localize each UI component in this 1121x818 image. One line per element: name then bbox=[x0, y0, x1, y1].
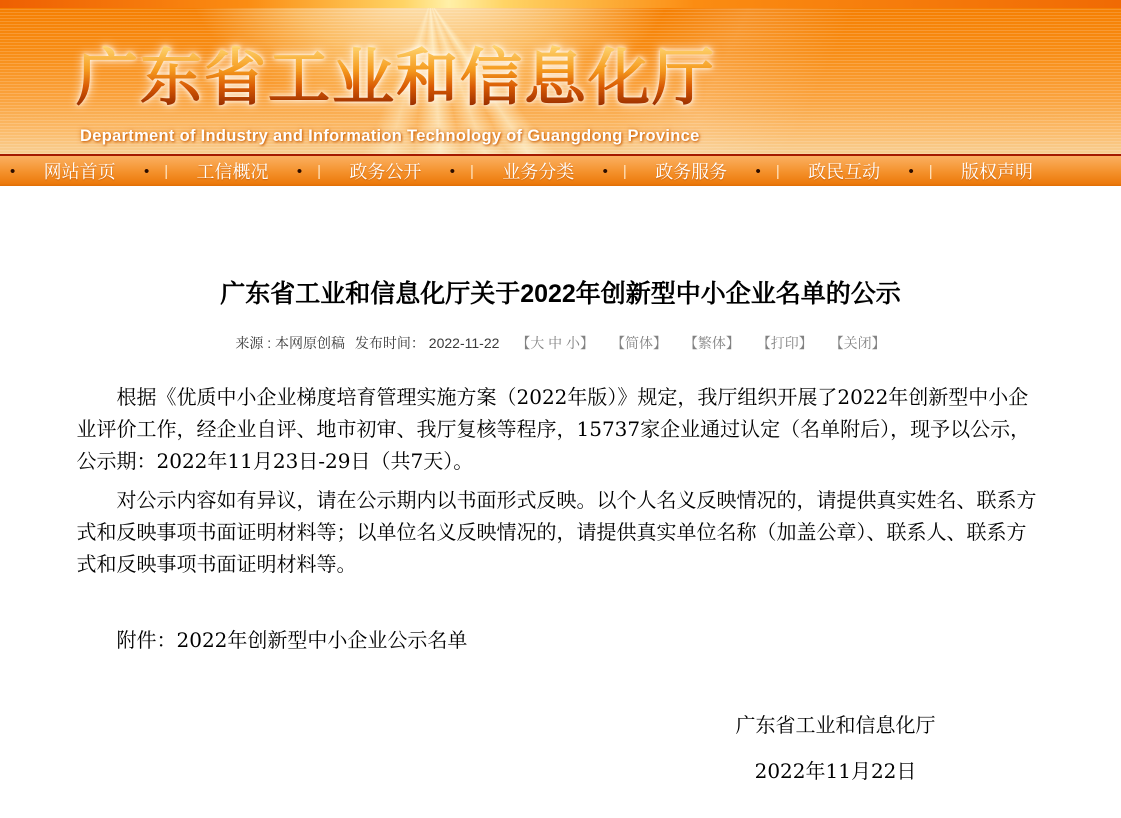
nav-bullet-icon: • bbox=[602, 162, 608, 180]
nav-separator bbox=[908, 163, 932, 180]
nav-divider-icon: | bbox=[470, 162, 474, 180]
header-top-strip bbox=[0, 0, 1121, 8]
article-publish-time: 发布时间： 2022-11-22 bbox=[354, 335, 500, 351]
signature-block bbox=[736, 709, 936, 787]
font-size-switch[interactable]: 【大 中 小】 bbox=[516, 335, 595, 351]
site-logo-title bbox=[76, 44, 717, 113]
attachment-label: 附件： bbox=[116, 628, 177, 652]
article-paragraph: 根据《优质中小企业梯度培育管理实施方案（2022年版）》规定，我厅组织开展了2022年创新型中小企业评价工作，经企业自评、地市初审、我厅复核等程序，15737家企业通过认定（名单附后），现予以公示，公示期：2022年11月23日-29日（共7天）。 bbox=[76, 385, 1031, 473]
nav-item-services[interactable]: 政务服务 bbox=[655, 162, 728, 182]
signature-department: 广东省工业和信息化厅 bbox=[735, 713, 936, 737]
nav-item-home[interactable]: 网站首页 bbox=[43, 162, 116, 182]
nav-lead-bullet-icon: • bbox=[10, 162, 16, 180]
article-content bbox=[0, 186, 1121, 787]
nav-item-copyright[interactable]: 版权声明 bbox=[960, 162, 1033, 182]
nav-divider-icon: | bbox=[928, 162, 933, 180]
nav-bullet-icon: • bbox=[449, 162, 456, 180]
site-header bbox=[0, 0, 1121, 186]
nav-divider-icon: | bbox=[317, 162, 322, 180]
attachment-link[interactable]: 2022年创新型中小企业公示名单 bbox=[176, 628, 468, 652]
nav-bullet-icon: • bbox=[296, 162, 303, 180]
nav-separator bbox=[756, 163, 780, 180]
nav-bullet-icon: • bbox=[143, 162, 150, 180]
article-body bbox=[77, 381, 1045, 787]
site-logo-subtitle: Department of Industry and Information Technology of Guangdong Province bbox=[80, 127, 700, 145]
nav-divider-icon: | bbox=[622, 162, 627, 180]
signature-date: 2022年11月22日 bbox=[754, 759, 917, 783]
nav-divider-icon: | bbox=[775, 162, 780, 180]
print-button[interactable]: 【打印】 bbox=[756, 335, 813, 351]
nav-item-gov-affairs[interactable]: 政务公开 bbox=[349, 162, 422, 182]
nav-separator bbox=[297, 163, 321, 180]
main-nav bbox=[0, 154, 1121, 186]
attachment-line bbox=[77, 624, 1045, 656]
traditional-chinese-button[interactable]: 【繁体】 bbox=[683, 335, 740, 351]
nav-item-interaction[interactable]: 政民互动 bbox=[808, 162, 881, 182]
close-button[interactable]: 【关闭】 bbox=[829, 335, 886, 351]
nav-item-business[interactable]: 业务分类 bbox=[502, 162, 575, 182]
simplified-chinese-button[interactable]: 【简体】 bbox=[610, 335, 667, 351]
site-logo-title-text: 广东省工业和信息化厅 bbox=[76, 44, 717, 113]
nav-item-overview[interactable]: 工信概况 bbox=[196, 162, 269, 182]
nav-divider-icon: | bbox=[164, 162, 169, 180]
site-banner bbox=[0, 8, 1121, 154]
nav-bullet-icon: • bbox=[908, 162, 914, 180]
article-paragraph: 对公示内容如有异议，请在公示期内以书面形式反映。以个人名义反映情况的，请提供真实姓名、联系方式和反映事项书面证明材料等；以单位名义反映情况的，请提供真实单位名称（加盖公章）、联系人、联系方式和反映事项书面证明材料等。 bbox=[76, 488, 1037, 576]
article-title: 广东省工业和信息化厅关于2022年创新型中小企业名单的公示 bbox=[220, 280, 901, 308]
nav-separator bbox=[144, 163, 168, 180]
nav-separator bbox=[450, 163, 474, 180]
nav-separator bbox=[603, 163, 627, 180]
article-source: 来源 : 本网原创稿 bbox=[235, 335, 346, 351]
article-meta-bar bbox=[0, 333, 1121, 353]
nav-bullet-icon: • bbox=[755, 162, 761, 180]
